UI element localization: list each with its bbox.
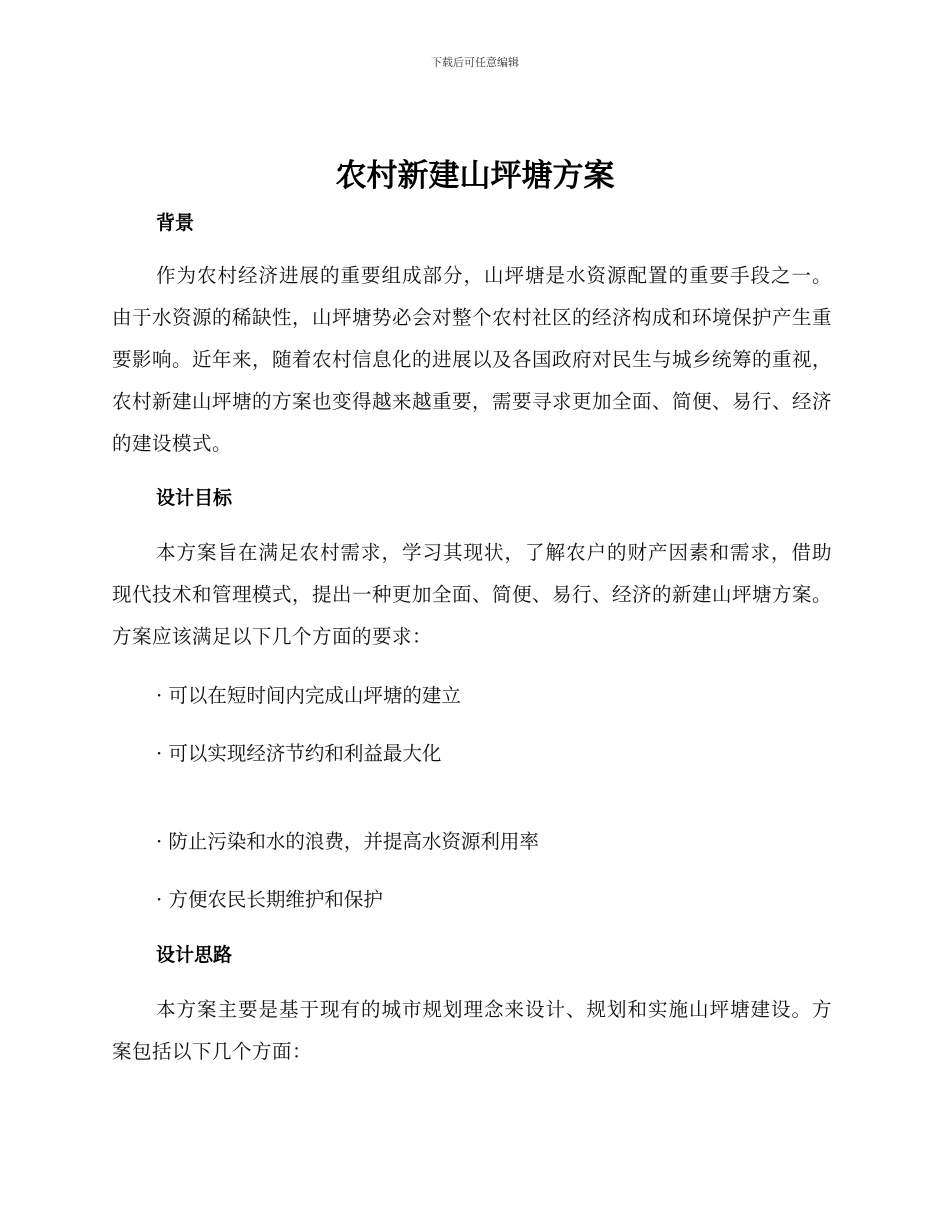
section-heading-design-goal: 设计目标 (156, 487, 233, 509)
paragraph-design-idea: 本方案主要是基于现有的城市规划理念来设计、规划和实施山坪塘建设。方案包括以下几个方面： (112, 998, 832, 1063)
section-heading-background: 背景 (156, 212, 195, 234)
bullet-item: · 可以实现经济节约和利益最大化 (156, 742, 442, 765)
paragraph-background: 作为农村经济进展的重要组成部分，山坪塘是水资源配置的重要手段之一。由于水资源的稀缺性，山坪塘势必会对整个农村社区的经济构成和环境保护产生重要影响。近年来，随着农村信息化的进展以及各国政府对民生与城乡统筹的重视，农村新建山坪塘的方案也变得越来越重要，需要寻求更加全面、简便、易行、经济的建设模式。 (112, 264, 833, 455)
bullet-item: · 可以在短时间内完成山坪塘的建立 (156, 684, 461, 707)
paragraph-design-goal: 本方案旨在满足农村需求，学习其现状，了解农户的财产因素和需求，借助现代技术和管理模式，提出一种更加全面、简便、易行、经济的新建山坪塘方案。方案应该满足以下几个方面的要求： (112, 541, 833, 648)
document-body (112, 200, 832, 1073)
header-note: 下载后可任意编辑 (431, 56, 519, 69)
document-title: 农村新建山坪塘方案 (335, 158, 615, 194)
section-heading-design-idea: 设计思路 (156, 944, 233, 966)
bullet-item: · 方便农民长期维护和保护 (156, 888, 383, 911)
bullet-item: · 防止污染和水的浪费，并提高水资源利用率 (156, 830, 539, 853)
